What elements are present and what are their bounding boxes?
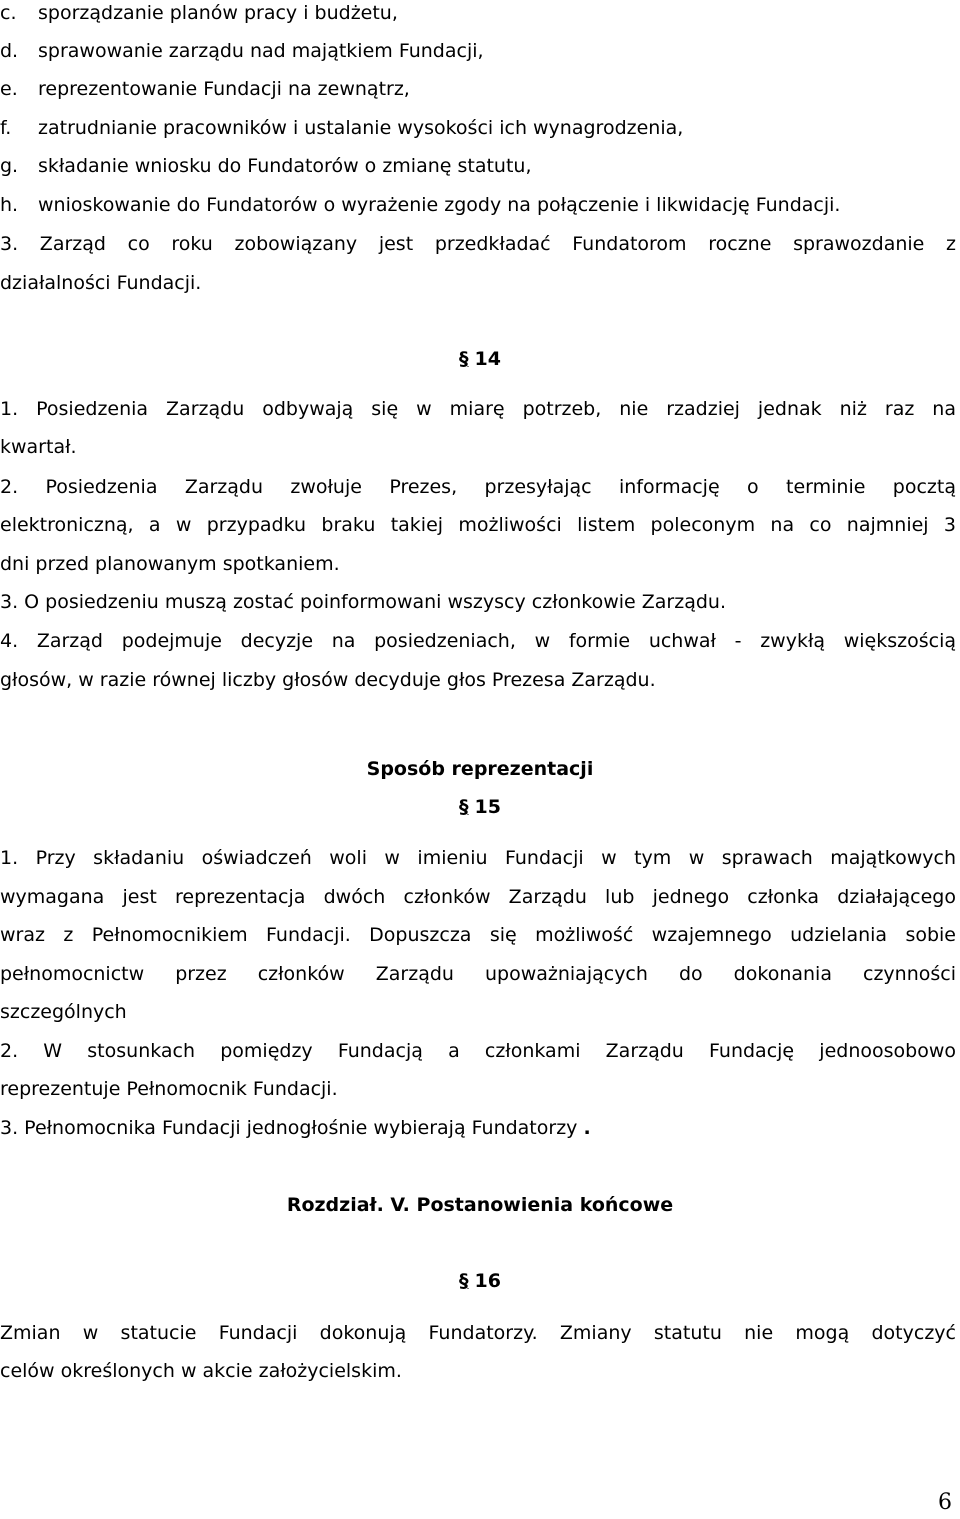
paragraph-line [0,1113,960,1143]
paragraph-line: głosów, w razie równej liczby głosów decyduje głos Prezesa Zarządu. [0,669,656,691]
paragraph-line: 4. Zarząd podejmuje decyzje na posiedzeniach, w formie uchwał - zwykłą większością [0,630,956,652]
list-item [0,36,960,66]
paragraph-line: 2. W stosunkach pomiędzy Fundacją a członkami Zarządu Fundację jednoosobowo [0,1040,956,1062]
list-letter: f. [0,117,12,139]
section-heading [0,344,960,374]
paragraph-line: Zmian w statucie Fundacji dokonują Fundatorzy. Zmiany statutu nie mogą dotyczyć [0,1322,956,1344]
paragraph-line: 2. Posiedzenia Zarządu zwołuje Prezes, przesyłając informację o terminie pocztą [0,476,956,498]
paragraph-line: 1. Przy składaniu oświadczeń woli w imieniu Fundacji w tym w sprawach majątkowych [0,847,956,869]
list-letter: g. [0,155,19,177]
list-text: składanie wniosku do Fundatorów o zmianę statutu, [38,155,532,177]
list-text: sprawowanie zarządu nad majątkiem Fundacji, [38,40,484,62]
section-number: 16 [474,1270,501,1292]
list-text: sporządzanie planów pracy i budżetu, [38,2,398,24]
paragraph-line: 3. Zarząd co roku zobowiązany jest przedkładać Fundatorom roczne sprawozdanie z [0,233,956,255]
paragraph-line: dni przed planowanym spotkaniem. [0,553,340,575]
list-text: zatrudnianie pracowników i ustalanie wysokości ich wynagrodzenia, [38,117,684,139]
paragraph-line: pełnomocnictw przez członków Zarządu upoważniających do dokonania czynności [0,963,956,985]
section-title: Sposób reprezentacji [366,758,594,780]
list-text: reprezentowanie Fundacji na zewnątrz, [38,78,410,100]
section-mark: § [459,1270,469,1292]
paragraph-line: 1. Posiedzenia Zarządu odbywają się w miarę potrzeb, nie rzadziej jednak niż raz na [0,398,956,420]
list-item [0,0,960,28]
section-heading [0,1266,960,1296]
section-mark: § [459,348,469,370]
list-letter: e. [0,78,18,100]
paragraph-line: 3. O posiedzeniu muszą zostać poinformowani wszyscy członkowie Zarządu. [0,591,726,613]
paragraph-line: celów określonych w akcie założycielskim. [0,1360,402,1382]
paragraph-line: działalności Fundacji. [0,272,202,294]
list-item [0,113,960,143]
paragraph-line: reprezentuje Pełnomocnik Fundacji. [0,1078,338,1100]
paragraph-text: 3. Pełnomocnika Fundacji jednogłośnie wybierają Fundatorzy [0,1117,578,1139]
list-text: wnioskowanie do Fundatorów o wyrażenie zgody na połączenie i likwidację Fundacji. [38,194,841,216]
page-number: 6 [938,1490,952,1515]
paragraph-line: wymagana jest reprezentacja dwóch członków Zarządu lub jednego członka działającego [0,886,956,908]
paragraph-end-dot: . [583,1117,591,1139]
list-letter: c. [0,2,17,24]
list-letter: h. [0,194,19,216]
section-number: 14 [474,348,501,370]
list-item [0,74,960,104]
chapter-heading: Rozdział. V. Postanowienia końcowe [286,1194,674,1216]
list-letter: d. [0,40,19,62]
section-mark: § [459,796,469,818]
section-number: 15 [474,796,501,818]
paragraph-line: kwartał. [0,436,77,458]
paragraph-line: wraz z Pełnomocnikiem Fundacji. Dopuszcza się możliwość wzajemnego udzielania sobie [0,924,956,946]
section-heading [0,792,960,822]
paragraph-line: elektroniczną, a w przypadku braku takiej możliwości listem poleconym na co najmniej 3 [0,514,956,536]
paragraph-line: szczególnych [0,1001,127,1023]
list-item [0,190,960,220]
list-item [0,151,960,181]
